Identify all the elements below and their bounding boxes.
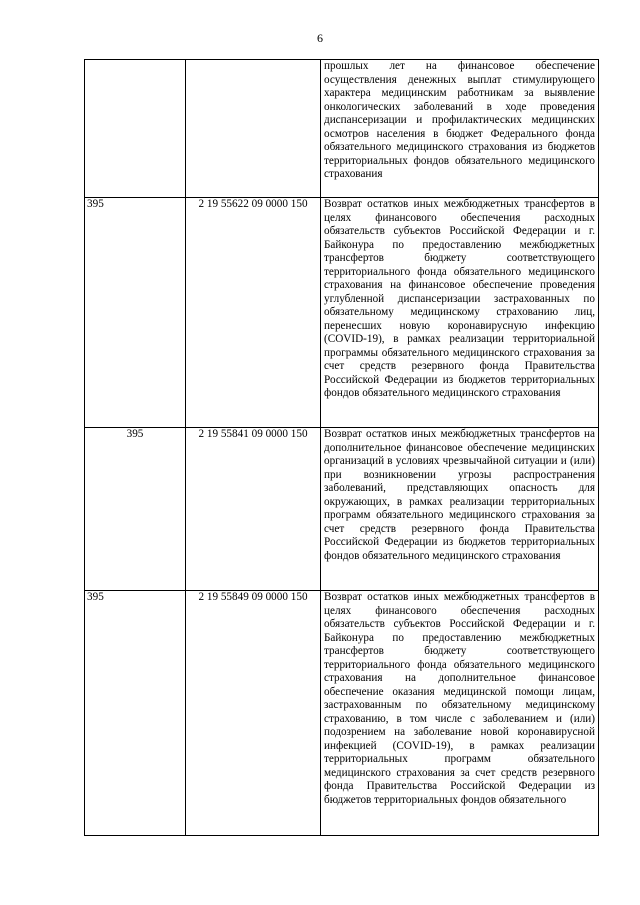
- table-row: [85, 428, 599, 591]
- description-cell: прошлых лет на финансовое обеспечение осуществления денежных выплат стимулирующего характера медицинским работникам за выявление онкологических заболеваний в ходе проведения диспансеризации и профилактических медицинских осмотров населения в бюджет Федерального фонда обязательного медицинского страхования из бюджетов территориальных фондов обязательного медицинского страхования: [321, 60, 599, 198]
- page-number: 6: [317, 31, 323, 45]
- admin-code-cell: 395: [85, 428, 186, 591]
- description-cell: Возврат остатков иных межбюджетных трансфертов в целях финансового обеспечения расходных обязательств субъектов Российской Федерации и г. Байконура по предоставлению межбюджетных трансфертов бюджету соответствующего территориального фонда обязательного медицинского страхования на финансовое обеспечение проведения углубленной диспансеризации застрахованных по обязательному медицинскому страхованию лиц, перенесших новую коронавирусную инфекцию (COVID-19), в рамках реализации территориальной программы обязательного медицинского страхования за счет средств резервного фонда Правительства Российской Федерации из бюджетов территориальных фондов обязательного медицинского страхования: [321, 198, 599, 428]
- admin-code-cell: 395: [85, 198, 186, 428]
- table-row: [85, 60, 599, 198]
- kbk-code-cell: 2 19 55849 09 0000 150: [186, 591, 321, 836]
- table-row: [85, 591, 599, 836]
- kbk-code-cell: 2 19 55841 09 0000 150: [186, 428, 321, 591]
- kbk-code-cell: 2 19 55622 09 0000 150: [186, 198, 321, 428]
- budget-codes-table: [84, 59, 599, 836]
- table-row: [85, 198, 599, 428]
- admin-code-cell: [85, 60, 186, 198]
- description-cell: Возврат остатков иных межбюджетных трансфертов на дополнительное финансовое обеспечение медицинских организаций в условиях чрезвычайной ситуации и (или) при возникновении угрозы распространения заболеваний, представляющих опасность для окружающих, в рамках реализации территориальных программ обязательного медицинского страхования за счет средств резервного фонда Правительства Российской Федерации из бюджетов территориальных фондов обязательного медицинского страхования: [321, 428, 599, 591]
- description-cell: Возврат остатков иных межбюджетных трансфертов в целях финансового обеспечения расходных обязательств субъектов Российской Федерации и г. Байконура по предоставлению межбюджетных трансфертов бюджету соответствующего территориального фонда обязательного медицинского страхования на дополнительное финансовое обеспечение оказания медицинской помощи лицам, застрахованным по обязательному медицинскому страхованию, в том числе с заболеванием и (или) подозрением на заболевание новой коронавирусной инфекцией (COVID-19), в рамках реализации территориальных программ обязательного медицинского страхования за счет средств резервного фонда Правительства Российской Федерации из бюджетов территориальных фондов обязательного: [321, 591, 599, 836]
- kbk-code-cell: [186, 60, 321, 198]
- admin-code-cell: 395: [85, 591, 186, 836]
